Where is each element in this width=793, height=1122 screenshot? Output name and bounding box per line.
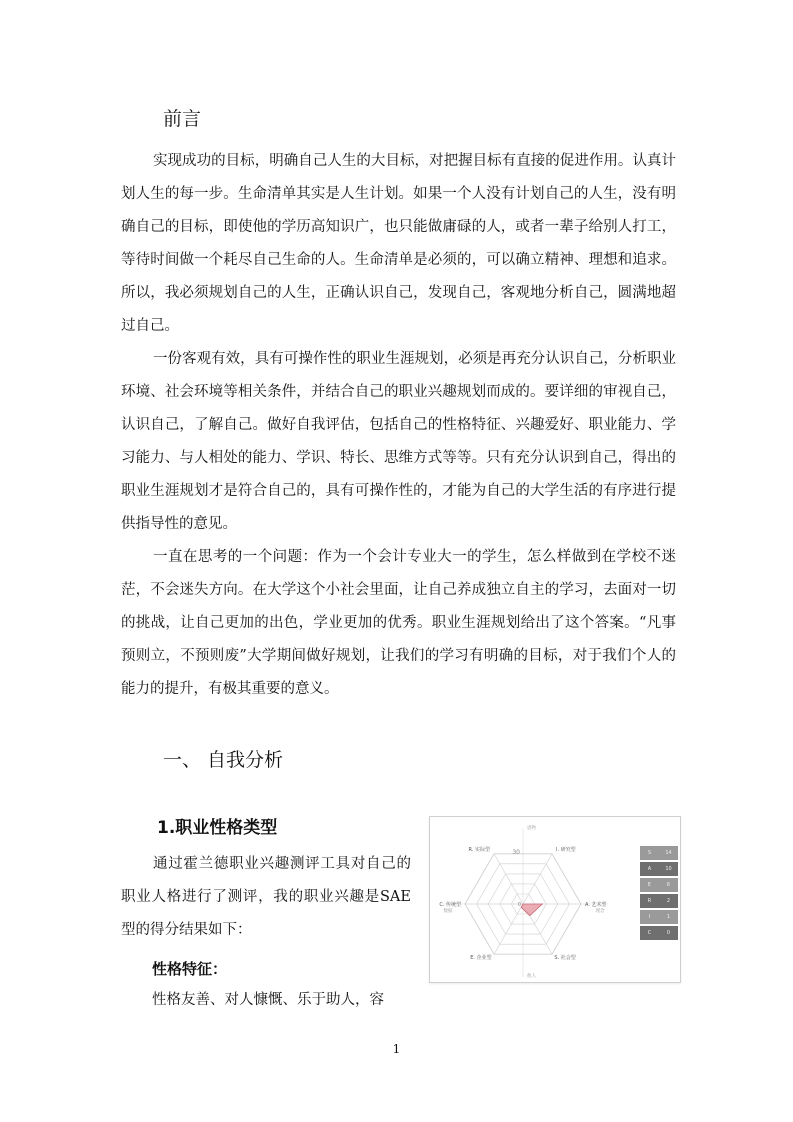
score-code: I bbox=[648, 914, 651, 920]
paragraph-2: 一份客观有效，具有可操作性的职业生涯规划，必须是再充分认识自己，分析职业环境、社会环境等相关条件，并结合自己的职业兴趣规划而成的。要详细的审视自己，认识自己，了解自己。做好自我评估，包括自己的性格特征、兴趣爱好、职业能力、学习能力、与人相处的能力、学识、特长、思维方式等等。只有充分认识到自己，得出的职业生涯规划才是符合自己的，具有可操作性的，才能为自己的大学生活的有序进行提供指导性的意见。 bbox=[121, 351, 676, 532]
paragraph-3: 一直在思考的一个问题：作为一个会计专业大一的学生，怎么样做到在学校不迷茫，不会迷失方向。在大学这个小社会里面，让自己养成独立自主的学习，去面对一切的挑战，让自己更加的出色，学业更加的优秀。职业生涯规划给出了这个答案。“凡事预则立，不预则废”大学期间做好规划，让我们的学习有明确的目标，对于我们个人的能力的提升，有极其重要的意义。 bbox=[121, 549, 676, 697]
holland-test-paragraph: 通过霍兰德职业兴趣测评工具对自己的职业人格进行了测评，我的职业兴趣是SAE 型的得分结果如下： bbox=[121, 856, 411, 938]
radar-outer-label: 数据 bbox=[443, 909, 453, 914]
score-row bbox=[640, 894, 678, 908]
radar-outer-label: 思物 bbox=[527, 826, 536, 831]
score-code: E bbox=[647, 882, 652, 888]
radar-axis-label: S. 社会型 bbox=[554, 955, 576, 962]
score-value: 6 bbox=[666, 882, 671, 888]
score-row bbox=[640, 926, 678, 940]
paragraph-1: 实现成功的目标，明确自己人生的大目标，对把握目标有直接的促进作用。认真计划人生的每一步。生命清单其实是人生计划。如果一个人没有计划自己的人生，没有明确自己的目标，即使他的学历高知识广，也只能做庸碌的人，或者一辈子给别人打工，等待时间做一个耗尽自己生命的人。生命清单是必须的，可以确立精神、理想和追求。所以，我必须规划自己的人生，正确认识自己，发现自己，客观地分析自己，圆满地超过自己。 bbox=[121, 153, 676, 334]
radar-outer-label: 他人 bbox=[527, 974, 536, 979]
preface-title: 前言 bbox=[163, 108, 202, 130]
radar-axis-label: R. 实际型 bbox=[468, 846, 490, 853]
page-number: 1 bbox=[392, 1042, 401, 1056]
score-row bbox=[640, 878, 678, 892]
score-code: S bbox=[647, 850, 652, 856]
radar-scale-label: 30 bbox=[512, 849, 520, 856]
score-row bbox=[640, 910, 678, 924]
trait-heading: 性格特征： bbox=[152, 960, 228, 978]
score-code: R bbox=[647, 898, 652, 904]
score-code: A bbox=[647, 866, 652, 872]
score-value: 2 bbox=[666, 898, 671, 904]
radar-spoke bbox=[494, 904, 523, 954]
radar-axis-label: A. 艺术型 bbox=[585, 902, 607, 908]
radar-outer-label: 理念 bbox=[595, 909, 605, 914]
score-value: 1 bbox=[666, 914, 671, 920]
trait-text: 性格友善、对人慷慨、乐于助人，容 bbox=[152, 992, 384, 1008]
score-table bbox=[640, 846, 678, 942]
radar-axis-label: C. 传统型 bbox=[439, 902, 461, 908]
score-value: 14 bbox=[665, 850, 672, 856]
section-self-analysis-title: 一、 自我分析 bbox=[163, 749, 284, 771]
score-code: C bbox=[647, 930, 652, 936]
score-row bbox=[640, 846, 678, 860]
score-row bbox=[640, 862, 678, 876]
score-value: 10 bbox=[665, 866, 672, 872]
radar-axis-label: I. 研究型 bbox=[556, 846, 576, 853]
subsection-career-personality-title: 1.职业性格类型 bbox=[157, 818, 278, 838]
score-value: 0 bbox=[666, 930, 671, 936]
radar-center-label: 0 bbox=[517, 902, 521, 908]
radar-spoke bbox=[494, 854, 523, 904]
radar-spoke bbox=[523, 854, 552, 904]
radar-axis-label: E. 企业型 bbox=[470, 955, 492, 962]
